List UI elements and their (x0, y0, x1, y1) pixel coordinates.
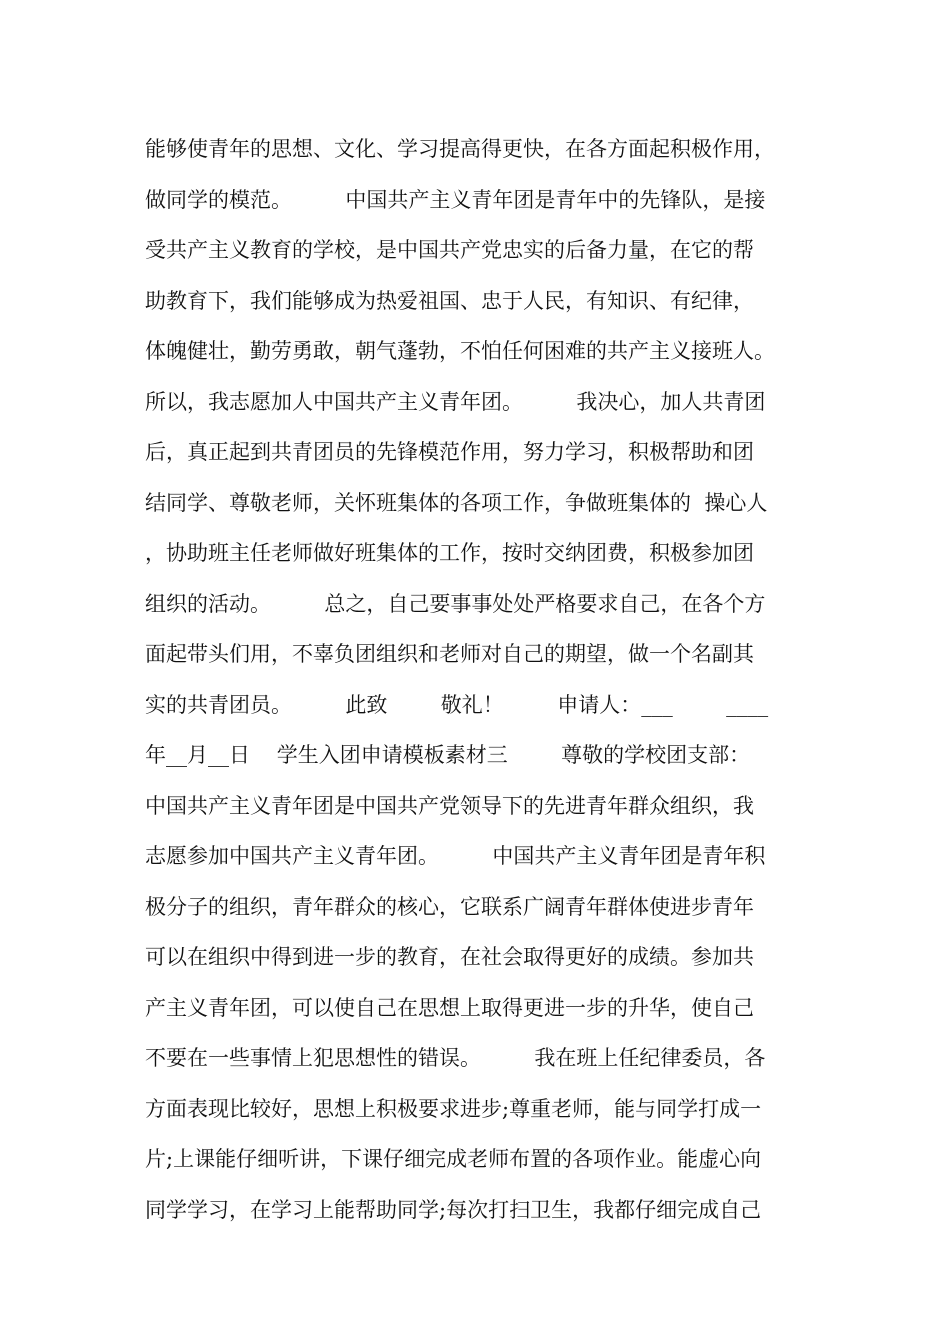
text-line: 同学学习，在学习上能帮助同学;每次打扫卫生，我都仔细完成自己 (145, 1197, 762, 1222)
text-line: 结同学、尊敬老师，关怀班集体的各项工作，争做班集体的 操心人 (145, 490, 768, 515)
text-line: 助教育下，我们能够成为热爱祖国、忠于人民，有知识、有纪律， (145, 288, 754, 313)
text-line: 做同学的模范。 中国共产主义青年团是青年中的先锋队，是接 (145, 187, 766, 212)
text-line: 面起带头们用，不辜负团组织和老师对自己的期望，做一个名副其 (145, 642, 754, 666)
text-line: 体魄健壮，勤劳勇敢，朝气蓬勃，不怕任何困难的共产主义接班人。 (145, 339, 775, 363)
text-line: 实的共青团员。 此致 敬礼！ 申请人：___ ____ (145, 692, 769, 717)
text-line: 方面表现比较好，思想上积极要求进步;尊重老师，能与同学打成一 (145, 1096, 762, 1121)
text-line: 所以，我志愿加人中国共产主义青年团。 我决心，加人共青团 (145, 389, 766, 414)
body-text (145, 124, 825, 1235)
text-line: 组织的活动。 总之，自己要事事处处严格要求自己，在各个方 (145, 591, 766, 616)
text-line: 可以在组织中得到进一步的教育，在社会取得更好的成绩。参加共 (145, 945, 754, 969)
text-line: 能够使青年的思想、文化、学习提高得更快，在各方面起积极作用， (145, 137, 775, 161)
text-line: 受共产主义教育的学校，是中国共产党忠实的后备力量，在它的帮 (145, 238, 754, 262)
text-line: 志愿参加中国共产主义青年团。 中国共产主义青年团是青年积 (145, 844, 766, 868)
text-line: 后，真正起到共青团员的先锋模范作用，努力学习，积极帮助和团 (145, 440, 754, 464)
text-line: 中国共产主义青年团是中国共产党领导下的先进青年群众组织，我 (145, 793, 754, 818)
text-line: 不要在一些事情上犯思想性的错误。 我在班上任纪律委员，各 (145, 1046, 766, 1070)
text-line: 产主义青年团，可以使自己在思想上取得更进一步的升华，使自己 (145, 995, 754, 1020)
text-line: 片;上课能仔细听讲，下课仔细完成老师布置的各项作业。能虚心向 (145, 1147, 762, 1171)
text-line: 极分子的组织，青年群众的核心，它联系广阔青年群体使进步青年 (145, 894, 754, 919)
text-line: ，协助班主任老师做好班集体的工作，按时交纳团费，积极参加团 (145, 541, 754, 565)
text-line: 年__月__日 学生入团申请模板素材三 尊敬的学校团支部： (145, 743, 751, 767)
